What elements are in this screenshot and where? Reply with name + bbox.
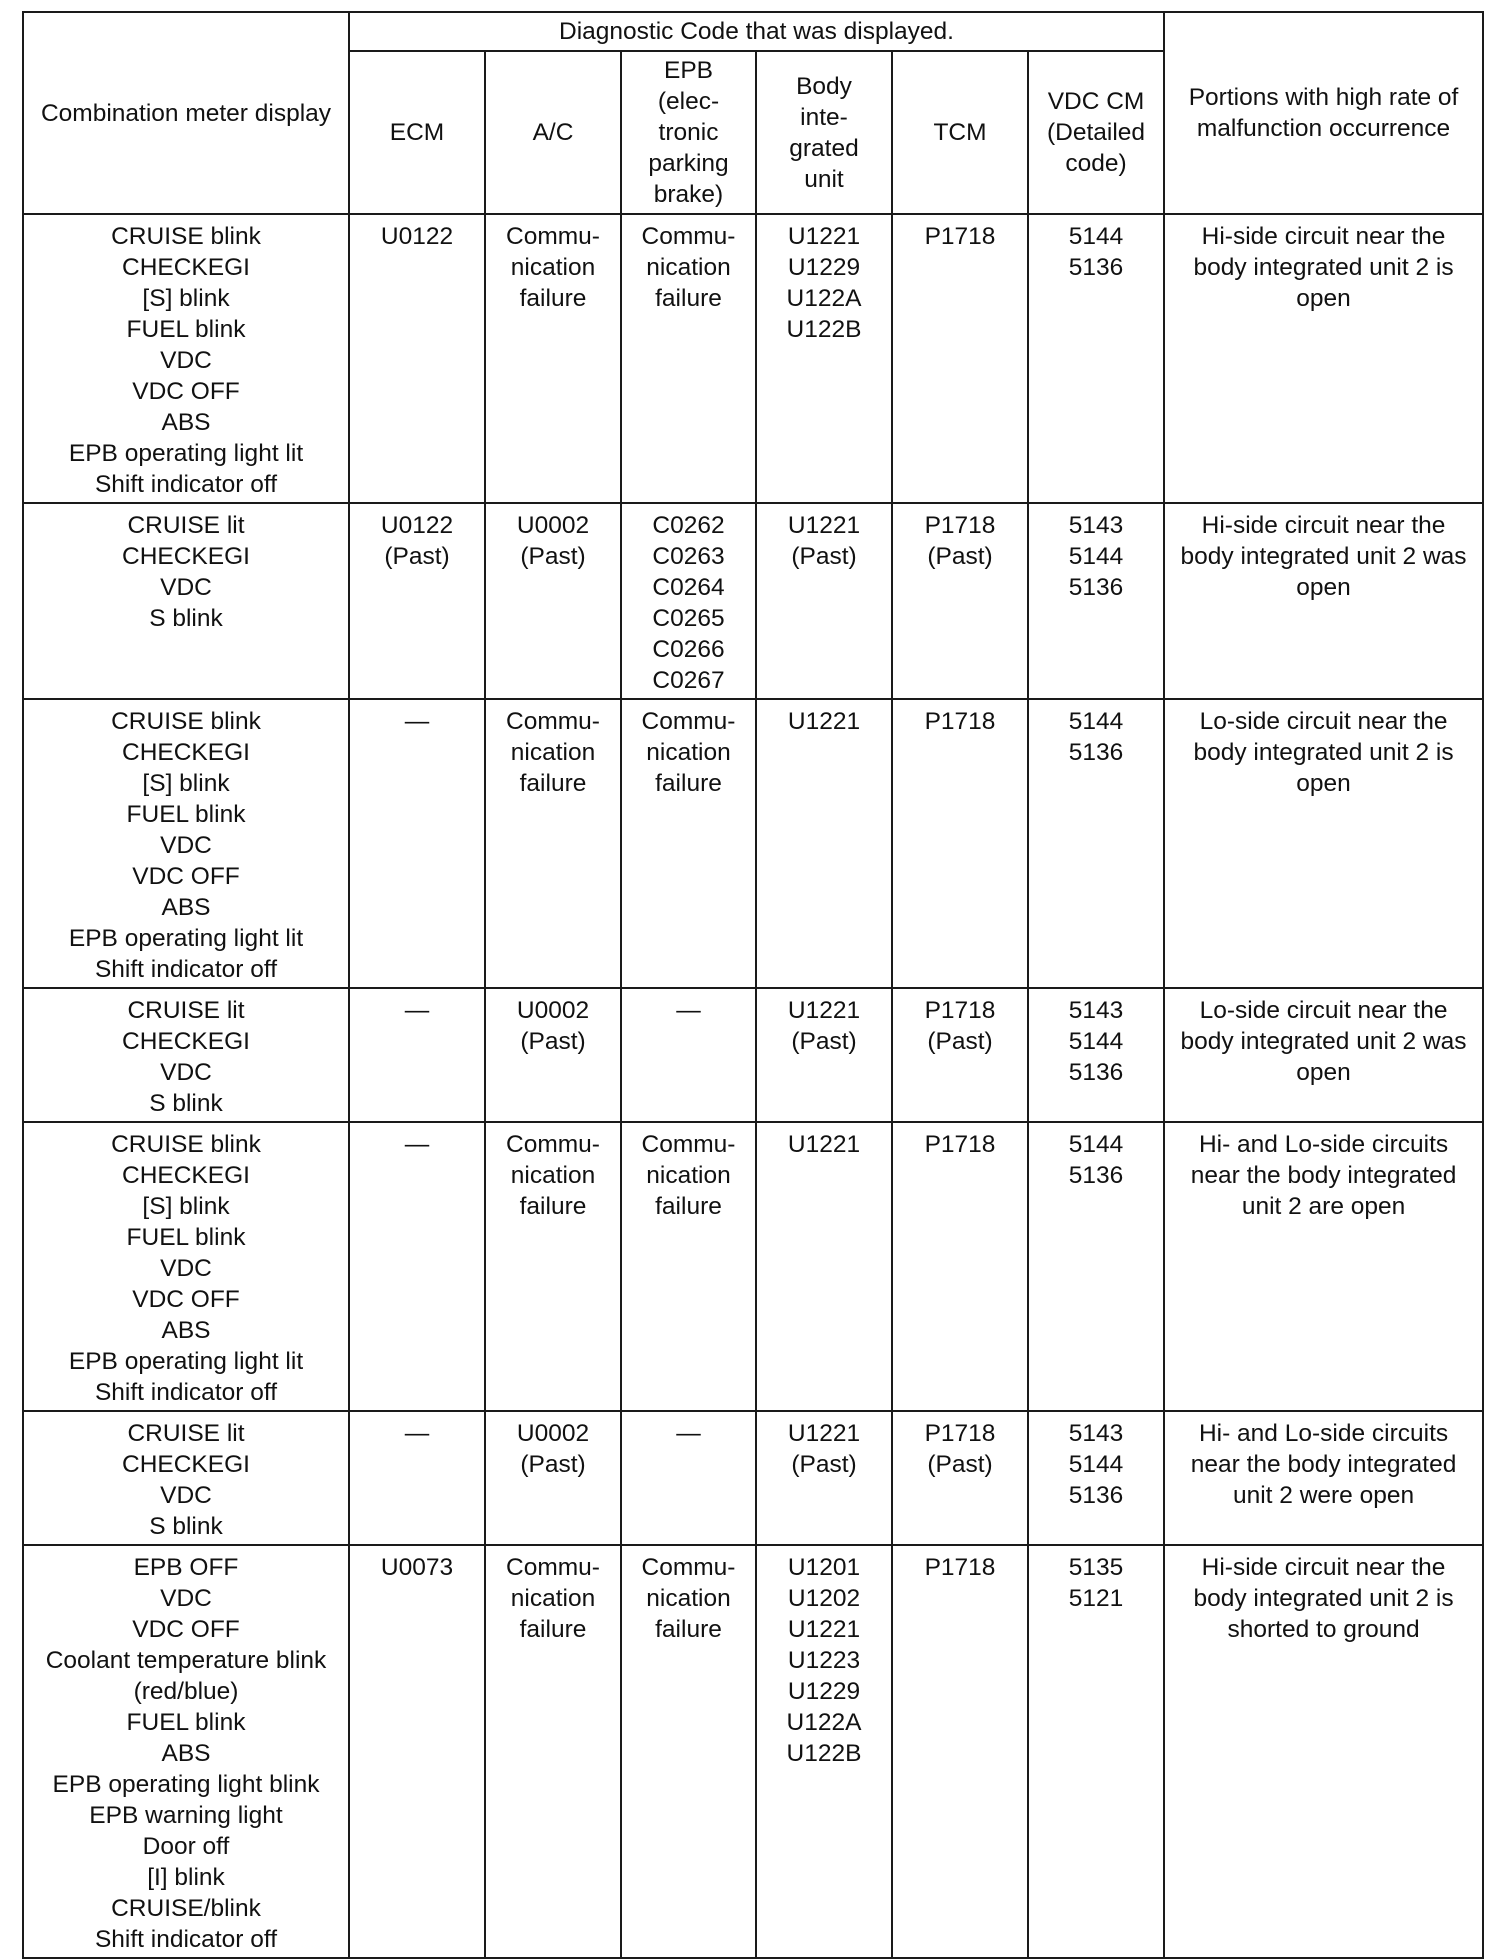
- cell-body-integrated-unit-line: U1202: [787, 1585, 861, 1612]
- cell-epb-line: nication: [646, 739, 731, 766]
- cell-ac-line: Commu-: [506, 1131, 600, 1158]
- header-vdc-line: VDC CM: [1047, 88, 1145, 115]
- cell-vdc-cm-line: 5136: [1068, 254, 1124, 281]
- cell-epb-line: failure: [655, 1616, 722, 1643]
- cell-body-integrated-unit-line: U1221: [787, 1131, 861, 1158]
- cell-ac-line: failure: [519, 285, 587, 312]
- table-row: [23, 988, 1483, 1122]
- cell-tcm: [892, 1411, 1028, 1545]
- cell-epb: [621, 1122, 756, 1411]
- cell-malfunction-portion-line: Lo-side circuit near the: [1199, 708, 1448, 735]
- cell-body-integrated-unit: [756, 699, 892, 988]
- cell-vdc-cm-line: 5136: [1068, 1482, 1124, 1509]
- cell-malfunction-portion-line: open: [1296, 574, 1351, 601]
- cell-meter-display-line: VDC OFF: [132, 1616, 240, 1643]
- cell-vdc-cm-line: 5121: [1068, 1585, 1124, 1612]
- cell-meter-display: [23, 214, 349, 503]
- cell-meter-display-line: Shift indicator off: [94, 1379, 278, 1406]
- cell-epb: [621, 503, 756, 699]
- cell-meter-display-line: EPB warning light: [89, 1802, 283, 1829]
- cell-meter-display-line: VDC: [160, 347, 212, 374]
- cell-malfunction-portion-line: Hi-side circuit near the: [1201, 1554, 1446, 1581]
- cell-malfunction-portion: [1164, 699, 1483, 988]
- header-vdc-line: (Detailed: [1046, 119, 1146, 146]
- cell-ac-line: Commu-: [506, 223, 600, 250]
- cell-vdc-cm: [1028, 1411, 1164, 1545]
- cell-ac-line: failure: [519, 1616, 587, 1643]
- cell-meter-display-line: EPB OFF: [133, 1554, 239, 1581]
- table-row: [23, 1411, 1483, 1545]
- cell-tcm: [892, 988, 1028, 1122]
- cell-meter-display-line: [S] blink: [142, 285, 230, 312]
- cell-malfunction-portion-line: body integrated unit 2 was: [1180, 543, 1467, 570]
- cell-body-integrated-unit-line: U1229: [787, 254, 861, 281]
- cell-meter-display: [23, 1545, 349, 1958]
- table-body: [23, 214, 1483, 1958]
- cell-body-integrated-unit-line: U122A: [786, 285, 862, 312]
- cell-ecm: [349, 988, 485, 1122]
- cell-tcm: [892, 214, 1028, 503]
- cell-tcm-line: (Past): [927, 1451, 993, 1478]
- cell-ac-line: U0002: [516, 997, 590, 1024]
- cell-meter-display-line: ABS: [161, 894, 211, 921]
- cell-epb-line: Commu-: [641, 223, 736, 250]
- cell-ac: [485, 1411, 621, 1545]
- cell-meter-display-line: EPB operating light blink: [52, 1771, 320, 1798]
- cell-epb-line: failure: [655, 770, 722, 797]
- cell-meter-display-line: CRUISE lit: [127, 997, 245, 1024]
- cell-ac-line: nication: [510, 1162, 596, 1189]
- header-epb: [621, 51, 756, 214]
- cell-tcm-line: P1718: [924, 1554, 996, 1581]
- cell-malfunction-portion: [1164, 503, 1483, 699]
- cell-body-integrated-unit-line: U1221: [787, 1616, 861, 1643]
- cell-vdc-cm-line: 5136: [1068, 739, 1124, 766]
- cell-ac-line: (Past): [520, 1451, 586, 1478]
- cell-meter-display-line: VDC: [160, 1482, 212, 1509]
- cell-tcm-line: P1718: [924, 223, 996, 250]
- table-row: [23, 503, 1483, 699]
- cell-body-integrated-unit-line: U1221: [787, 223, 861, 250]
- header-tcm-line: TCM: [933, 119, 987, 146]
- cell-epb-line: C0266: [652, 636, 725, 663]
- cell-vdc-cm-line: 5144: [1068, 1028, 1124, 1055]
- cell-ecm: [349, 503, 485, 699]
- table-row: [23, 1545, 1483, 1958]
- cell-tcm: [892, 1122, 1028, 1411]
- cell-ecm-line: U0122: [380, 223, 454, 250]
- cell-body-integrated-unit-line: U1221: [787, 1420, 861, 1447]
- cell-malfunction-portion: [1164, 214, 1483, 503]
- cell-ac-line: (Past): [520, 1028, 586, 1055]
- cell-malfunction-portion-line: open: [1296, 770, 1351, 797]
- cell-epb: [621, 1545, 756, 1958]
- header-epb-line: brake): [653, 181, 724, 208]
- cell-ac-line: nication: [510, 1585, 596, 1612]
- cell-body-integrated-unit-line: U1221: [787, 997, 861, 1024]
- cell-epb-line: failure: [655, 1193, 722, 1220]
- cell-ecm-line: —: [404, 997, 430, 1024]
- header-ac-line: A/C: [532, 119, 574, 146]
- cell-meter-display-line: VDC OFF: [132, 1286, 240, 1313]
- cell-malfunction-portion-line: unit 2 are open: [1241, 1193, 1406, 1220]
- cell-epb-line: C0265: [652, 605, 725, 632]
- cell-epb: [621, 699, 756, 988]
- cell-epb-line: Commu-: [641, 708, 736, 735]
- header-combination-meter-display: Combination meter display: [23, 12, 349, 214]
- cell-malfunction-portion: [1164, 1122, 1483, 1411]
- cell-tcm-line: P1718: [924, 1420, 996, 1447]
- cell-epb-line: Commu-: [641, 1131, 736, 1158]
- cell-ac: [485, 988, 621, 1122]
- cell-malfunction-portion-line: shorted to ground: [1227, 1616, 1420, 1643]
- cell-ecm-line: —: [404, 708, 430, 735]
- cell-meter-display-line: CRUISE blink: [111, 1131, 261, 1158]
- cell-meter-display: [23, 699, 349, 988]
- cell-meter-display-line: ABS: [161, 1317, 211, 1344]
- cell-tcm-line: P1718: [924, 512, 996, 539]
- cell-meter-display-line: CRUISE/blink: [111, 1895, 261, 1922]
- cell-vdc-cm-line: 5143: [1068, 512, 1124, 539]
- cell-body-integrated-unit-line: U122A: [786, 1709, 862, 1736]
- cell-meter-display-line: EPB operating light lit: [68, 925, 304, 952]
- cell-vdc-cm: [1028, 503, 1164, 699]
- header-vdc-line: code): [1065, 150, 1127, 177]
- cell-meter-display-line: CHECKEGI: [122, 739, 250, 766]
- cell-ac-line: failure: [519, 770, 587, 797]
- header-epb-line: EPB: [663, 57, 714, 84]
- cell-malfunction-portion-line: Lo-side circuit near the: [1199, 997, 1448, 1024]
- cell-epb-line: nication: [646, 254, 731, 281]
- cell-malfunction-portion-line: Hi- and Lo-side circuits: [1198, 1131, 1449, 1158]
- cell-body-integrated-unit-line: U122B: [786, 1740, 862, 1767]
- cell-vdc-cm-line: 5136: [1068, 574, 1124, 601]
- cell-body-integrated-unit-line: U122B: [786, 316, 862, 343]
- cell-malfunction-portion-line: Hi-side circuit near the: [1201, 223, 1446, 250]
- header-vdc: [1028, 51, 1164, 214]
- cell-vdc-cm: [1028, 1545, 1164, 1958]
- cell-meter-display-line: [S] blink: [142, 770, 230, 797]
- header-tcm: [892, 51, 1028, 214]
- cell-epb: [621, 214, 756, 503]
- cell-malfunction-portion: [1164, 1545, 1483, 1958]
- cell-ecm: [349, 1545, 485, 1958]
- cell-tcm-line: (Past): [927, 1028, 993, 1055]
- cell-meter-display-line: S blink: [149, 605, 223, 632]
- cell-meter-display-line: CRUISE blink: [111, 223, 261, 250]
- cell-malfunction-portion-line: body integrated unit 2 was: [1180, 1028, 1467, 1055]
- cell-vdc-cm-line: 5144: [1068, 543, 1124, 570]
- cell-tcm: [892, 699, 1028, 988]
- cell-body-integrated-unit-line: U1221: [787, 512, 861, 539]
- cell-meter-display-line: S blink: [149, 1090, 223, 1117]
- cell-body-integrated-unit-line: (Past): [791, 543, 857, 570]
- cell-ecm: [349, 1411, 485, 1545]
- cell-epb-line: C0262: [652, 512, 725, 539]
- header-ac: [485, 51, 621, 214]
- cell-ac: [485, 1545, 621, 1958]
- cell-tcm-line: (Past): [927, 543, 993, 570]
- cell-ac: [485, 1122, 621, 1411]
- cell-meter-display-line: VDC OFF: [132, 378, 240, 405]
- cell-epb: [621, 1411, 756, 1545]
- cell-body-integrated-unit-line: U1201: [787, 1554, 861, 1581]
- cell-tcm-line: P1718: [924, 708, 996, 735]
- header-portions-line: Portions with high rate of: [1188, 84, 1459, 111]
- cell-body-integrated-unit: [756, 214, 892, 503]
- header-diagnostic-code-group: Diagnostic Code that was displayed.: [349, 12, 1164, 51]
- cell-meter-display-line: VDC: [160, 574, 212, 601]
- cell-meter-display: [23, 1122, 349, 1411]
- cell-body-integrated-unit: [756, 1545, 892, 1958]
- cell-meter-display-line: CRUISE lit: [127, 512, 245, 539]
- cell-epb-line: nication: [646, 1162, 731, 1189]
- cell-epb-line: C0263: [652, 543, 725, 570]
- cell-body-integrated-unit-line: U1221: [787, 708, 861, 735]
- cell-body-integrated-unit: [756, 1411, 892, 1545]
- cell-ac: [485, 503, 621, 699]
- header-portions-line: malfunction occurrence: [1196, 115, 1451, 142]
- cell-meter-display-line: VDC: [160, 1255, 212, 1282]
- header-epb-line: parking: [648, 150, 729, 177]
- cell-malfunction-portion-line: near the body integrated: [1190, 1162, 1457, 1189]
- cell-body-integrated-unit: [756, 503, 892, 699]
- cell-vdc-cm-line: 5144: [1068, 1451, 1124, 1478]
- header-body-line: Body: [796, 72, 852, 100]
- cell-meter-display-line: CHECKEGI: [122, 1028, 250, 1055]
- diagnostic-code-table: [22, 11, 1484, 1959]
- cell-ac: [485, 214, 621, 503]
- cell-meter-display-line: [S] blink: [142, 1193, 230, 1220]
- cell-meter-display-line: CHECKEGI: [122, 543, 250, 570]
- cell-ac-line: nication: [510, 254, 596, 281]
- cell-ecm: [349, 699, 485, 988]
- cell-vdc-cm-line: 5144: [1068, 708, 1124, 735]
- cell-epb-line: C0264: [652, 574, 725, 601]
- cell-malfunction-portion-line: Hi-side circuit near the: [1201, 512, 1446, 539]
- cell-meter-display-line: CRUISE lit: [127, 1420, 245, 1447]
- cell-meter-display-line: CRUISE blink: [111, 708, 261, 735]
- cell-meter-display-line: CHECKEGI: [122, 1162, 250, 1189]
- cell-tcm: [892, 503, 1028, 699]
- cell-body-integrated-unit: [756, 988, 892, 1122]
- cell-vdc-cm-line: 5135: [1068, 1554, 1124, 1581]
- cell-ecm-line: (Past): [384, 543, 450, 570]
- cell-meter-display-line: S blink: [149, 1513, 223, 1540]
- cell-ac-line: (Past): [520, 543, 586, 570]
- cell-meter-display: [23, 503, 349, 699]
- cell-meter-display-line: [I] blink: [147, 1864, 225, 1891]
- cell-body-integrated-unit-line: (Past): [791, 1451, 857, 1478]
- cell-meter-display-line: CHECKEGI: [122, 1451, 250, 1478]
- cell-malfunction-portion-line: open: [1296, 1059, 1351, 1086]
- cell-meter-display-line: Shift indicator off: [94, 956, 278, 983]
- cell-epb-line: —: [676, 1420, 701, 1447]
- cell-body-integrated-unit-line: (Past): [791, 1028, 857, 1055]
- cell-ecm-line: —: [404, 1131, 430, 1158]
- cell-malfunction-portion-line: open: [1296, 285, 1351, 312]
- cell-vdc-cm-line: 5143: [1068, 997, 1124, 1024]
- cell-meter-display-line: VDC: [160, 832, 212, 859]
- cell-malfunction-portion: [1164, 1411, 1483, 1545]
- cell-ac-line: nication: [510, 739, 596, 766]
- cell-meter-display-line: VDC: [160, 1059, 212, 1086]
- cell-malfunction-portion-line: near the body integrated: [1190, 1451, 1457, 1478]
- cell-meter-display-line: VDC OFF: [132, 863, 240, 890]
- header-body-line: inte-: [800, 103, 848, 131]
- cell-meter-display-line: VDC: [160, 1585, 212, 1612]
- cell-meter-display-line: Coolant temperature blink: [45, 1647, 327, 1674]
- cell-ac: [485, 699, 621, 988]
- cell-ac-line: Commu-: [506, 708, 600, 735]
- cell-meter-display: [23, 988, 349, 1122]
- cell-vdc-cm-line: 5144: [1068, 223, 1124, 250]
- header-body-line: unit: [804, 165, 844, 193]
- cell-meter-display-line: EPB operating light lit: [68, 1348, 304, 1375]
- cell-vdc-cm: [1028, 988, 1164, 1122]
- header-body-line: grated: [789, 134, 859, 162]
- header-epb-line: (elec-: [657, 88, 720, 115]
- cell-body-integrated-unit: [756, 1122, 892, 1411]
- cell-malfunction-portion-line: body integrated unit 2 is: [1193, 739, 1454, 766]
- table-row: [23, 1122, 1483, 1411]
- cell-ac-line: U0002: [516, 1420, 590, 1447]
- cell-tcm-line: P1718: [924, 997, 996, 1024]
- cell-epb-line: C0267: [652, 667, 725, 694]
- cell-vdc-cm: [1028, 1122, 1164, 1411]
- cell-meter-display-line: FUEL blink: [126, 1709, 246, 1736]
- cell-meter-display-line: ABS: [161, 409, 211, 436]
- cell-malfunction-portion-line: Hi- and Lo-side circuits: [1198, 1420, 1449, 1447]
- cell-epb: [621, 988, 756, 1122]
- cell-malfunction-portion-line: unit 2 were open: [1232, 1482, 1415, 1509]
- cell-meter-display-line: Door off: [142, 1833, 230, 1860]
- cell-meter-display-line: FUEL blink: [126, 316, 246, 343]
- cell-vdc-cm-line: 5136: [1068, 1162, 1124, 1189]
- cell-meter-display-line: ABS: [161, 1740, 211, 1767]
- header-epb-line: tronic: [658, 119, 719, 146]
- table-row: [23, 214, 1483, 503]
- cell-meter-display-line: CHECKEGI: [122, 254, 250, 281]
- header-ecm: [349, 51, 485, 214]
- table-header: [23, 12, 1483, 214]
- cell-ecm: [349, 214, 485, 503]
- cell-ecm: [349, 1122, 485, 1411]
- cell-meter-display-line: FUEL blink: [126, 1224, 246, 1251]
- cell-ac-line: failure: [519, 1193, 587, 1220]
- cell-meter-display-line: FUEL blink: [126, 801, 246, 828]
- cell-meter-display: [23, 1411, 349, 1545]
- cell-meter-display-line: Shift indicator off: [94, 471, 278, 498]
- cell-malfunction-portion-line: body integrated unit 2 is: [1193, 1585, 1454, 1612]
- cell-meter-display-line: (red/blue): [133, 1678, 239, 1705]
- cell-vdc-cm: [1028, 214, 1164, 503]
- cell-vdc-cm: [1028, 699, 1164, 988]
- cell-epb-line: failure: [655, 285, 722, 312]
- cell-malfunction-portion-line: body integrated unit 2 is: [1193, 254, 1454, 281]
- cell-ecm-line: U0073: [380, 1554, 454, 1581]
- cell-meter-display-line: EPB operating light lit: [68, 440, 304, 467]
- cell-body-integrated-unit-line: U1229: [787, 1678, 861, 1705]
- cell-ecm-line: —: [404, 1420, 430, 1447]
- cell-ecm-line: U0122: [380, 512, 454, 539]
- cell-epb-line: —: [676, 997, 701, 1024]
- header-ecm-line: ECM: [389, 119, 445, 146]
- cell-tcm: [892, 1545, 1028, 1958]
- cell-body-integrated-unit-line: U1223: [787, 1647, 861, 1674]
- cell-ac-line: U0002: [516, 512, 590, 539]
- cell-meter-display-line: Shift indicator off: [94, 1926, 278, 1953]
- table-row: [23, 699, 1483, 988]
- cell-epb-line: Commu-: [641, 1554, 736, 1581]
- cell-vdc-cm-line: 5144: [1068, 1131, 1124, 1158]
- cell-vdc-cm-line: 5136: [1068, 1059, 1124, 1086]
- cell-epb-line: nication: [646, 1585, 731, 1612]
- cell-ac-line: Commu-: [506, 1554, 600, 1581]
- header-body: [756, 51, 892, 214]
- header-high-malfunction-portions: [1164, 12, 1483, 214]
- cell-malfunction-portion: [1164, 988, 1483, 1122]
- cell-tcm-line: P1718: [924, 1131, 996, 1158]
- cell-vdc-cm-line: 5143: [1068, 1420, 1124, 1447]
